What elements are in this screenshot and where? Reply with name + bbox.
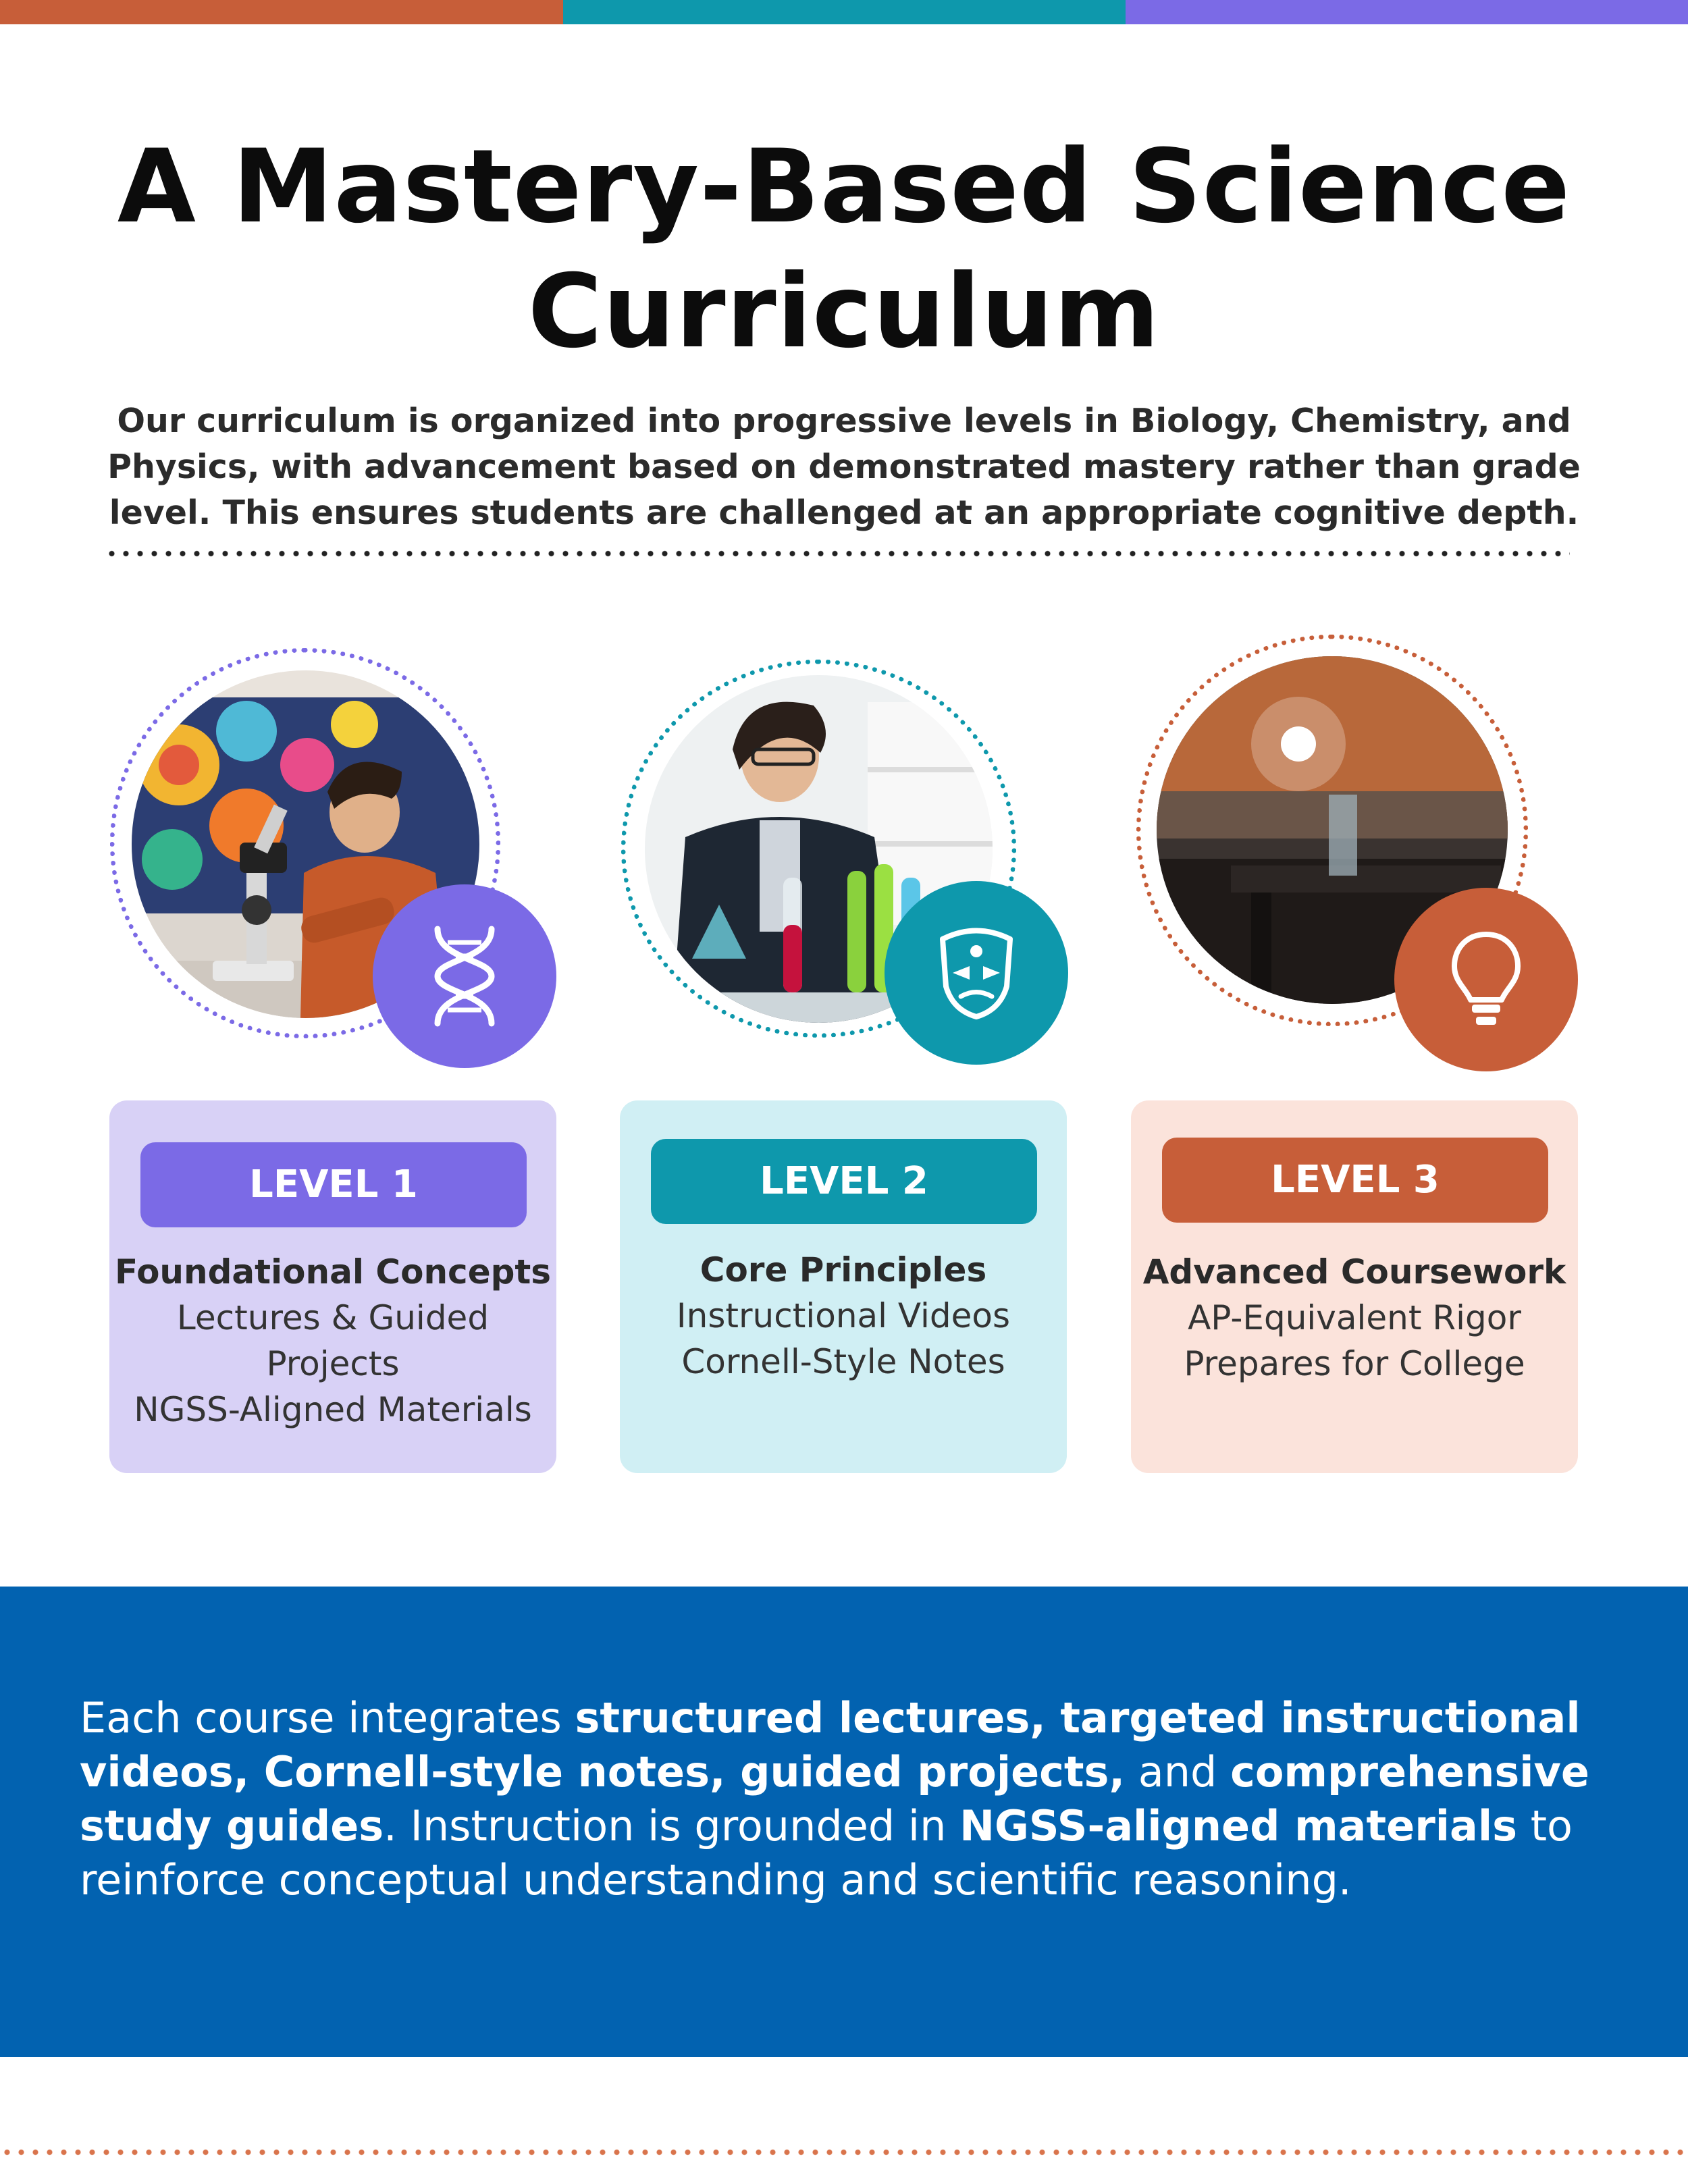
top-bar-teal: [563, 0, 1126, 24]
mask-icon: [932, 926, 1020, 1020]
level-1-heading: Foundational Concepts: [114, 1252, 552, 1291]
summary-bold-3: NGSS-aligned materials: [959, 1801, 1518, 1850]
level-2-heading: Core Principles: [700, 1250, 987, 1289]
level-1-line-2: Projects: [266, 1344, 400, 1383]
top-bar-orange: [0, 0, 563, 24]
summary-text-2: and: [1125, 1747, 1231, 1796]
level-1-line-1: Lectures & Guided: [176, 1298, 490, 1337]
summary-bold-1: structured lectures, targeted instructional videos, Cornell-style notes, guided projects,: [80, 1693, 1581, 1796]
level-3-label: LEVEL 3: [1162, 1138, 1548, 1223]
summary-bold-2: comprehensive study guides: [80, 1747, 1589, 1850]
level-1-label: LEVEL 1: [140, 1142, 527, 1227]
level-3-heading: Advanced Coursework: [1142, 1252, 1566, 1291]
level-2-label: LEVEL 2: [651, 1139, 1037, 1224]
level-3-line-1: AP-Equivalent Rigor: [1188, 1298, 1521, 1337]
level-3-line-2: Prepares for College: [1184, 1344, 1525, 1383]
summary-paragraph: [80, 1691, 1633, 1907]
level-3-badge: [1394, 888, 1578, 1071]
summary-text-3: . Instruction is grounded in: [384, 1801, 960, 1850]
bottom-dotted-divider: [0, 2149, 1688, 2156]
intro-paragraph: Our curriculum is organized into progressive levels in Biology, Chemistry, and Physics, with advancement based on demonstrated mastery rather than grade level. This ensures students are challenged at an appropriate cognitive depth.: [107, 402, 1581, 532]
page-title: A Mastery-Based Science Curriculum: [117, 128, 1571, 371]
level-1-line-3: NGSS-Aligned Materials: [134, 1390, 532, 1429]
summary-text-1: Each course integrates: [80, 1693, 575, 1742]
level-1-badge: [373, 884, 556, 1068]
lightbulb-icon: [1449, 929, 1523, 1030]
level-2-line-1: Instructional Videos: [676, 1296, 1011, 1335]
dotted-divider: [105, 550, 1570, 557]
summary-text-4: to reinforce conceptual understanding and scientific reasoning.: [80, 1801, 1573, 1905]
level-1-card: [109, 1100, 556, 1473]
level-2-badge: [885, 881, 1068, 1065]
top-bar-purple: [1126, 0, 1688, 24]
level-2-line-2: Cornell-Style Notes: [681, 1342, 1005, 1381]
level-3-card: [1131, 1100, 1578, 1473]
dna-icon: [427, 926, 502, 1027]
level-2-card: [620, 1100, 1067, 1473]
